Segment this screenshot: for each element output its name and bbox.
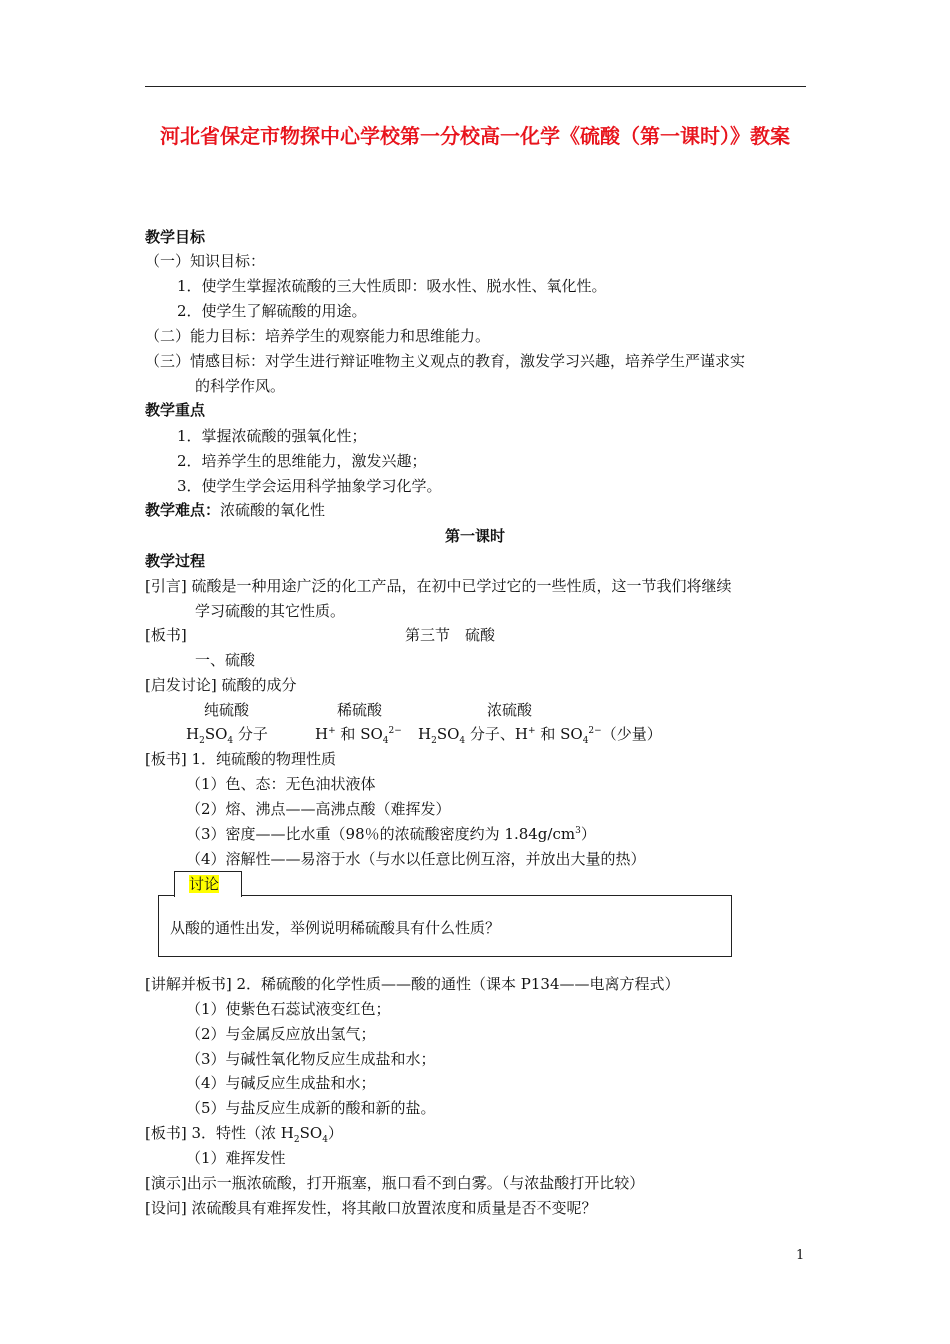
discussion-question: 从酸的通性出发，举例说明稀硫酸具有什么性质？ — [170, 919, 501, 937]
objective-ability: （二）能力目标：培养学生的观察能力和思维能力。 — [145, 327, 491, 345]
demo-line: [演示]出示一瓶浓硫酸，打开瓶塞，瓶口看不到白雾。（与浓盐酸打开比较） — [145, 1174, 645, 1192]
key-point-2: 2．培养学生的思维能力，激发兴趣； — [177, 452, 427, 470]
discussion-tab — [174, 871, 242, 897]
objective-knowledge-2: 2．使学生了解硫酸的用途。 — [177, 302, 367, 320]
key-point-1: 1．掌握浓硫酸的强氧化性； — [177, 427, 367, 445]
chem-prop-5: （5）与盐反应生成新的酸和新的盐。 — [186, 1099, 436, 1117]
board-special: [板书] 3．特性（浓 $H_2SO_4$） — [145, 1124, 343, 1145]
board-physical: [板书] 1．纯硫酸的物理性质 — [145, 750, 337, 768]
formula-pure: $H_2SO_4$ 分子 — [186, 725, 268, 746]
physical-3 — [186, 824, 596, 844]
formula-pure-word: 分子 — [237, 725, 268, 743]
chem-prop-2: （2）与金属反应放出氢气； — [186, 1025, 376, 1043]
chem-prop-4: （4）与碱反应生成盐和水； — [186, 1074, 376, 1092]
formula-conc: $H_2SO_4$ 分子、H+ 和 $SO_4^{2-}$（少量） — [418, 725, 662, 746]
objective-knowledge: （一）知识目标： — [145, 252, 266, 270]
board-tag: [板书] — [145, 626, 187, 644]
objectives-heading: 教学目标 — [145, 228, 206, 246]
key-point-3: 3．使学生学会运用科学抽象学习化学。 — [177, 477, 442, 495]
item-sulfuric-acid: 一、硫酸 — [195, 651, 256, 669]
explain-board: [讲解并板书] 2．稀硫酸的化学性质——酸的通性（课本 P134——电离方程式） — [145, 975, 680, 993]
physical-4: （4）溶解性——易溶于水（与水以任意比例互溶，并放出大量的热） — [186, 850, 646, 868]
chem-prop-3: （3）与碱性氧化物反应生成盐和水； — [186, 1050, 436, 1068]
discussion-tab-label: 讨论 — [189, 875, 220, 893]
special-1: （1）难挥发性 — [186, 1149, 286, 1167]
formula-dilute: H+ 和 $SO_4^{2-}$ — [315, 725, 402, 746]
discussion-prompt: [启发讨论] 硫酸的成分 — [145, 676, 297, 694]
difficulty-label: 教学难点： — [145, 501, 221, 519]
physical-1: （1）色、态：无色油状液体 — [186, 775, 376, 793]
difficulty-line — [145, 500, 325, 520]
header-rule — [145, 86, 806, 87]
question-line: [设问] 浓硫酸具有难挥发性，将其敞口放置浓度和质量是否不变呢？ — [145, 1199, 597, 1217]
lesson-heading: 第一课时 — [444, 527, 505, 545]
col-dilute: 稀硫酸 — [337, 701, 383, 719]
process-heading: 教学过程 — [145, 552, 206, 570]
board-special-text: [板书] 3．特性（浓 H — [145, 1124, 294, 1142]
objective-knowledge-1: 1．使学生掌握浓硫酸的三大性质即：吸水性、脱水性、氧化性。 — [177, 277, 607, 295]
document-title: 河北省保定市物探中心学校第一分校高一化学《硫酸（第一课时）》教案 — [160, 124, 790, 148]
key-heading: 教学重点 — [145, 401, 206, 419]
board-special-end: ） — [327, 1124, 343, 1142]
physical-3-end: ） — [580, 825, 596, 843]
intro-line-2: 学习硫酸的其它性质。 — [195, 602, 346, 620]
physical-3-text: （3）密度——比水重（98％的浓硫酸密度约为 1.84g/cm — [186, 825, 576, 843]
formula-dilute-and: 和 SO — [340, 725, 383, 743]
formula-conc-b: 和 SO — [540, 725, 583, 743]
difficulty-text: 浓硫酸的氧化性 — [220, 501, 326, 519]
section-title: 第三节 硫酸 — [405, 626, 496, 644]
physical-3-sup: 3 — [575, 826, 581, 836]
col-conc: 浓硫酸 — [487, 701, 533, 719]
objective-emotion-2: 的科学作风。 — [195, 377, 286, 395]
formula-conc-little: （少量） — [601, 725, 662, 743]
page-number: 1 — [796, 1248, 805, 1263]
formula-conc-a: 分子、H — [469, 725, 529, 743]
intro-line-1: [引言] 硫酸是一种用途广泛的化工产品，在初中已学过它的一些性质，这一节我们将继续 — [145, 577, 732, 595]
physical-2: （2）熔、沸点——高沸点酸（难挥发） — [186, 800, 451, 818]
objective-emotion-1: （三）情感目标：对学生进行辩证唯物主义观点的教育，激发学习兴趣，培养学生严谨求实 — [145, 352, 746, 370]
chem-prop-1: （1）使紫色石蕊试液变红色； — [186, 1000, 391, 1018]
col-pure: 纯硫酸 — [204, 701, 250, 719]
